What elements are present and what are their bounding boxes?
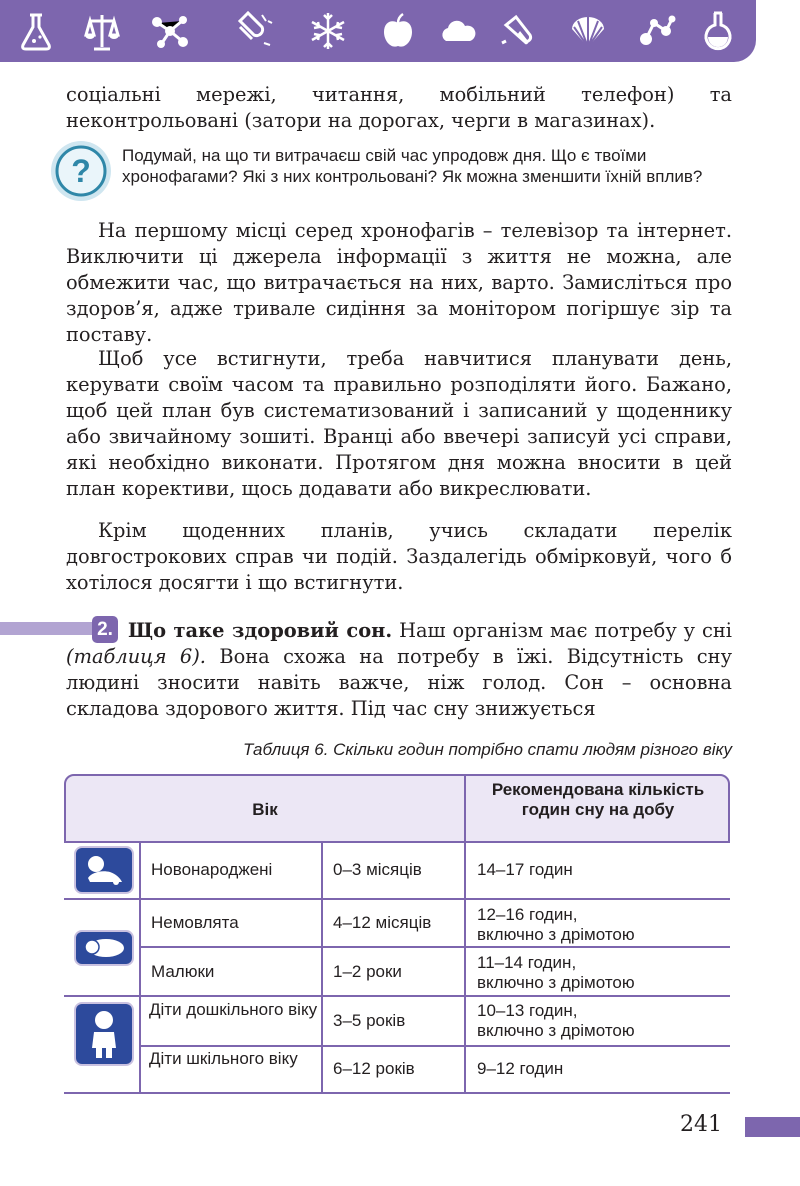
table-cell: 10–13 годин, <box>477 1001 578 1020</box>
table-cell: 14–17 годин <box>477 860 573 879</box>
apple-icon <box>376 9 420 53</box>
table-cell: 0–3 місяців <box>333 860 422 879</box>
svg-text:?: ? <box>71 153 91 189</box>
table-cell: Діти шкільного віку <box>149 1049 298 1068</box>
snowflake-icon <box>306 9 350 53</box>
table-cell: включно з дрімотою <box>477 1021 635 1040</box>
table-cell: включно з дрімотою <box>477 925 635 944</box>
table-caption: Таблиця 6. Скільки годин потрібно спати людям різного віку <box>243 740 732 759</box>
table-cell: 3–5 років <box>333 1011 406 1030</box>
table-cell: Немовлята <box>151 913 239 932</box>
table-cell: 11–14 годин, <box>477 953 577 972</box>
question-text: Подумай, на що ти витрачаєш свій час упродовж дня. Що є твоїми хронофагами? Які з них контрольовані? Як можна зменшити їхній вплив? <box>122 146 703 186</box>
cloud-icon <box>436 9 480 53</box>
section-paragraph <box>66 618 732 722</box>
page-number: 241 <box>680 1112 722 1137</box>
question-icon <box>50 140 112 202</box>
table-divider <box>64 1092 730 1094</box>
scales-icon <box>80 9 124 53</box>
intro-paragraph: соціальні мережі, читання, мобільний телефон) та неконтрольовані (затори на дорогах, черги в магазинах). <box>66 83 732 132</box>
round-flask-icon <box>696 9 740 53</box>
header-hours: Рекомендована кількість годин сну на добу <box>491 780 705 819</box>
table-divider <box>139 946 730 948</box>
header-age: Вік <box>252 800 278 819</box>
shell-icon <box>566 9 610 53</box>
flask-icon <box>14 9 58 53</box>
molecule-icon <box>148 9 192 53</box>
paragraph-1: На першому місці серед хронофагів – телевізор та інтернет. Виключити ці джерела інформації з життя не можна, але обмежити час, що витрачається на них, варто. Замисліться про здоров’я, адже тривале сидіння за монітором погіршує зір та поставу. <box>66 219 732 346</box>
table-cell: 1–2 роки <box>333 962 402 981</box>
table-cell: включно з дрімотою <box>477 973 635 992</box>
swaddled-baby-icon <box>76 932 132 964</box>
table-cell: 9–12 годин <box>477 1059 564 1078</box>
table-reference: (таблиця 6). <box>66 645 206 668</box>
table-divider <box>139 1045 730 1047</box>
paragraph-2: Щоб усе встигнути, треба навчитися планувати день, керувати своїм часом та правильно розподіляти його. Бажано, щоб цей план був систематизований і записаний у щоденнику або звичайному зошиті. Вранці або ввечері записуй усі справи, які необхідно виконати. Протягом дня можна вносити в цей план корективи, щось додавати або викреслювати. <box>66 347 732 500</box>
table-cell: 6–12 років <box>333 1059 415 1078</box>
section-number: 2. <box>92 616 118 643</box>
section-text-1: Наш організм має потребу у сні <box>399 619 732 642</box>
table-divider <box>139 843 141 1093</box>
table-cell: Новонароджені <box>151 860 273 879</box>
test-tubes-icon <box>496 9 540 53</box>
table-divider <box>464 843 466 1093</box>
page-marker-bar <box>745 1117 800 1137</box>
table-cell: Діти дошкільного віку <box>149 1000 318 1019</box>
child-icon <box>76 1004 132 1064</box>
section-text-2: Вона схожа на потребу в їжі. Відсутність сну людині зносити навіть важче, ніж голод. Сон – основна складова здорового життя. Під час сну знижується <box>66 645 733 720</box>
table-cell: 4–12 місяців <box>333 913 432 932</box>
top-banner <box>0 0 756 62</box>
table-divider <box>464 774 466 843</box>
magnet-icon <box>232 9 276 53</box>
table-cell: 12–16 годин, <box>477 905 578 924</box>
table-divider <box>321 843 323 1093</box>
molecule-chain-icon <box>636 9 680 53</box>
section-title: Що таке здоровий сон. <box>128 619 393 642</box>
table-divider <box>64 995 730 997</box>
table-divider <box>64 898 730 900</box>
table-cell: Малюки <box>151 962 215 981</box>
paragraph-3: Крім щоденних планів, учись складати перелік довгострокових справ чи подій. Заздалегідь обмірковуй, чого б хотілося досягти і що встигнути. <box>66 519 732 594</box>
crawling-baby-icon <box>76 848 132 892</box>
